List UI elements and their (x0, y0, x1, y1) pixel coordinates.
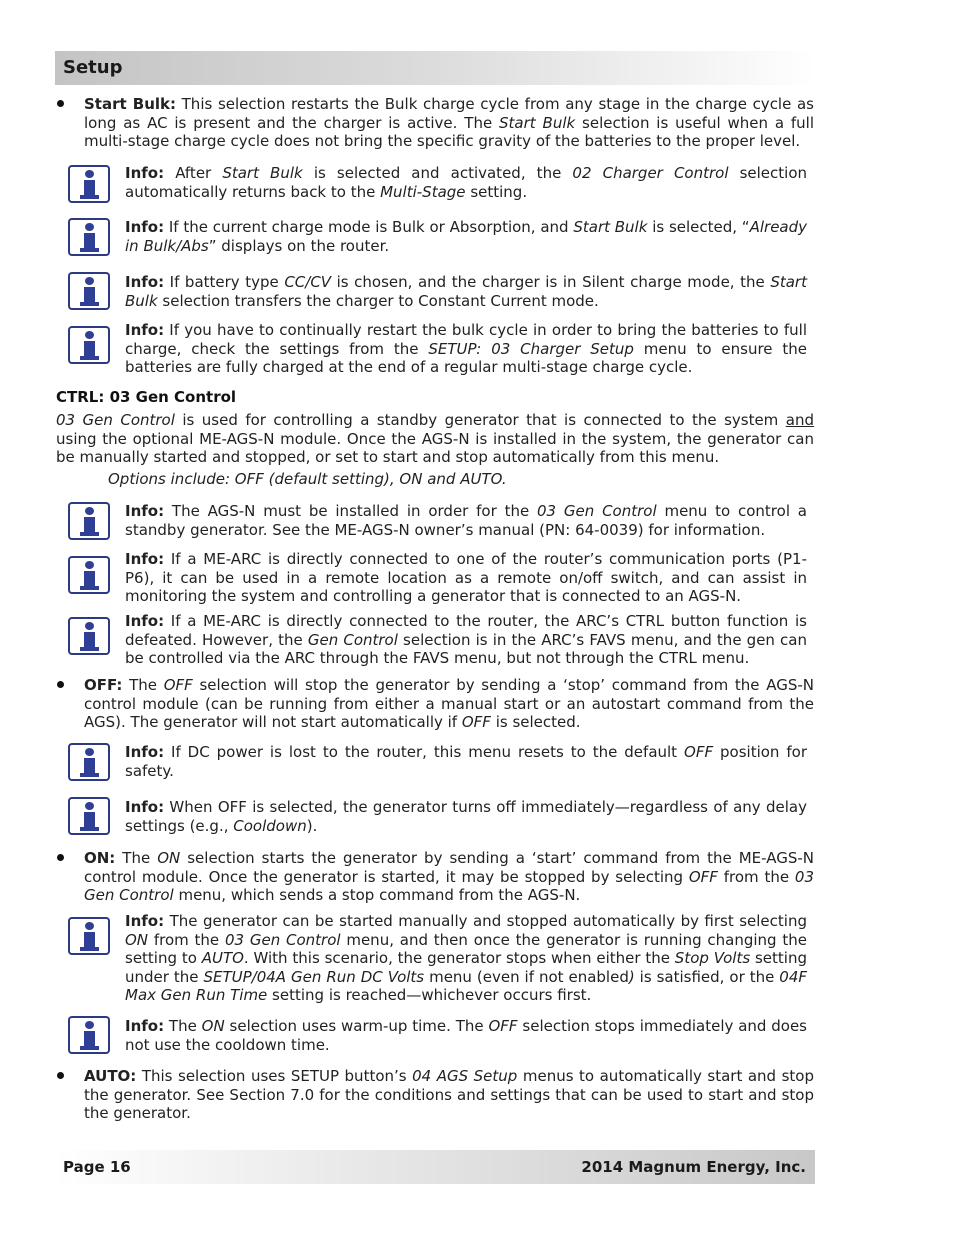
text: selection uses warm-up time. The (224, 1017, 489, 1035)
text-italic: 03 Gen Control (56, 411, 175, 429)
info-note-11 (125, 1017, 807, 1054)
ctrl-heading: CTRL: 03 Gen Control (56, 388, 237, 406)
info-note-6 (125, 550, 807, 606)
text: If DC power is lost to the router, this menu resets to the default (164, 743, 685, 761)
info-note-8 (125, 743, 807, 780)
on-label: ON: (84, 849, 116, 867)
text-italic: SETUP/04A Gen Run DC Volts (203, 967, 425, 986)
text-italic: Start Bulk (573, 218, 648, 236)
section-header-bar (55, 51, 815, 85)
info-label: Info: (125, 273, 165, 291)
text: is used for controlling a standby generator that is connected to the system (174, 411, 786, 429)
info-icon (68, 743, 110, 781)
text: This selection uses SETUP button’s (136, 1067, 413, 1085)
text-italic: 04F Max Gen Run Time (125, 967, 807, 1005)
text: If a ME-ARC is directly connected to one of the router’s communication ports (P1-P6), it can be used in a remote location as a remote on/off switch, and can assist in monitoring the system and controlling a generator that is connected to an AGS-N. (125, 550, 807, 606)
off-label: OFF: (84, 676, 123, 694)
text: from the (148, 930, 225, 949)
info-label: Info: (125, 550, 165, 568)
info-label: Info: (125, 612, 165, 630)
text: is selected, “ (647, 218, 750, 236)
info-icon (68, 272, 110, 310)
auto-label: AUTO: (84, 1067, 137, 1085)
off-paragraph (84, 676, 814, 732)
on-paragraph (84, 849, 814, 905)
text: menu, which sends a stop command from the AGS-N. (173, 886, 581, 905)
text: If a ME-ARC is directly connected to the router, the ARC’s CTRL button function is defeated. However, the (125, 612, 807, 649)
info-label: Info: (125, 321, 165, 339)
info-icon (68, 797, 110, 835)
info-note-3 (125, 273, 807, 310)
text-italic: Start Bulk (222, 164, 303, 182)
info-label: Info: (125, 218, 165, 236)
info-note-5 (125, 502, 807, 539)
text: . With this scenario, the generator stops when either the (243, 949, 675, 968)
text-italic: Gen Control (307, 630, 398, 649)
bullet-icon (57, 1072, 64, 1079)
text: When OFF is selected, the generator turns off immediately—regardless of any delay settings (e.g., (125, 798, 807, 835)
text: selection is useful when a full multi-stage charge cycle does not bring the specific gravity of the batteries to the proper level. (84, 113, 815, 151)
start-bulk-paragraph (84, 95, 814, 151)
text: selection is in the ARC’s FAVS menu, and the gen can be controlled via the ARC through the FAVS menu, but not through the CTRL menu. (125, 630, 808, 668)
info-icon (68, 917, 110, 955)
bullet-icon (57, 854, 64, 861)
text: using the optional ME-AGS-N module. Once the AGS-N is installed in the system, the generator can be manually started and stopped, or set to start and stop automatically from this menu. (56, 429, 814, 467)
text: ). (306, 816, 318, 835)
text: menus to automatically start and stop the generator. See Section 7.0 for the conditions and settings that can be used to start and stop the generator. (84, 1067, 814, 1123)
text-italic: Stop Volts (674, 949, 751, 968)
text: is satisfied, or the (634, 967, 780, 986)
text: If the current charge mode is Bulk or Absorption, and (164, 218, 574, 236)
info-icon (68, 556, 110, 594)
text-italic: 03 Gen Control (84, 867, 814, 905)
text-italic: OFF (461, 713, 491, 732)
text: After (164, 164, 223, 182)
footer-bar (55, 1150, 815, 1184)
text-italic: ON (125, 930, 149, 949)
text: menu, and then once the generator is running changing the setting to (125, 930, 807, 968)
text: from the (717, 867, 795, 886)
start-bulk-label: Start Bulk: (84, 95, 176, 113)
bullet-icon (57, 681, 64, 688)
text: menu (even if not enabled (424, 967, 629, 986)
text: The (122, 676, 164, 694)
text-italic: 03 Gen Control (537, 502, 657, 520)
text: This selection restarts the Bulk charge cycle from any stage in the charge cycle as long as AC is present and the charger is active. The (84, 95, 814, 132)
info-icon (68, 326, 110, 364)
text-italic: 02 Charger Control (572, 164, 729, 182)
text-italic: Multi-Stage (380, 182, 466, 201)
info-label: Info: (125, 743, 165, 761)
info-label: Info: (125, 912, 165, 930)
text-italic: Start Bulk (499, 113, 576, 132)
text: The (115, 849, 158, 867)
text-italic: ) (628, 967, 635, 986)
text-italic: Already in Bulk/Abs (125, 218, 808, 255)
info-icon (68, 617, 110, 655)
bullet-icon (57, 100, 64, 107)
info-note-1 (125, 164, 807, 201)
text: setting under the (125, 949, 807, 986)
text: setting. (465, 182, 528, 201)
text-italic: ON (201, 1017, 225, 1035)
text-italic: OFF (684, 743, 714, 761)
info-label: Info: (125, 1017, 165, 1035)
info-note-2 (125, 218, 807, 255)
info-icon (68, 165, 110, 203)
text: menu to control a standby generator. See the ME-AGS-N owner’s manual (PN: 64-0039) for information. (125, 502, 807, 539)
info-icon (68, 1016, 110, 1054)
info-note-7 (125, 612, 807, 668)
text-italic: AUTO (201, 949, 244, 968)
info-icon (68, 502, 110, 540)
ctrl-paragraph (56, 411, 814, 467)
text: If battery type (164, 273, 285, 291)
text-italic: OFF (163, 676, 193, 694)
text-italic: ON (157, 849, 181, 867)
text: is selected and activated, the (302, 164, 573, 182)
text: If you have to continually restart the bulk cycle in order to bring the batteries to full charge, check the settings from the (125, 321, 807, 358)
text: The (164, 1017, 202, 1035)
text-italic: OFF (688, 867, 718, 886)
text-underlined: and (785, 411, 814, 429)
info-label: Info: (125, 502, 165, 520)
text-italic: OFF (488, 1017, 518, 1035)
text: selection automatically returns back to the (125, 164, 808, 201)
info-label: Info: (125, 164, 165, 182)
text-italic: CC/CV (284, 273, 332, 291)
text: selection transfers the charger to Constant Current mode. (157, 291, 599, 310)
info-icon (68, 218, 110, 256)
section-title: Setup (63, 57, 123, 78)
text-italic: 04 AGS Setup (412, 1067, 518, 1085)
info-note-10 (125, 912, 807, 1005)
options-line: Options include: OFF (default setting), ON and AUTO. (108, 470, 507, 488)
info-label: Info: (125, 798, 165, 816)
text: is chosen, and the charger is in Silent charge mode, the (331, 273, 771, 291)
text: setting is reached—whichever occurs first. (267, 986, 592, 1005)
text: position for safety. (125, 743, 807, 780)
page-number: Page 16 (63, 1158, 131, 1176)
text: selection will stop the generator by sending a ‘stop’ command from the AGS-N control module (can be running from either a manual start or an autostart command from the AGS). The generator will not start automatically if (84, 676, 814, 732)
text: menu to ensure the batteries are fully charged at the end of a regular multi-stage charge cycle. (125, 339, 807, 377)
text: selection starts the generator by sending a ‘start’ command from the ME-AGS-N control module. Once the generator is started, it may be stopped by selecting (84, 849, 815, 886)
copyright: 2014 Magnum Energy, Inc. (581, 1158, 806, 1176)
auto-paragraph (84, 1067, 814, 1123)
text: The AGS-N must be installed in order for the (164, 502, 538, 520)
text-italic: Cooldown (233, 816, 307, 835)
text: is selected. (490, 713, 581, 732)
text: The generator can be started manually and stopped automatically by first selecting (164, 912, 807, 930)
text-italic: 03 Gen Control (224, 930, 341, 949)
info-note-9 (125, 798, 807, 835)
text-italic: SETUP: 03 Charger Setup (428, 339, 634, 358)
text: selection stops immediately and does not use the cooldown time. (125, 1017, 807, 1054)
text: ” displays on the router. (208, 236, 390, 255)
text-italic: Start Bulk (125, 273, 807, 310)
info-note-4 (125, 321, 807, 377)
